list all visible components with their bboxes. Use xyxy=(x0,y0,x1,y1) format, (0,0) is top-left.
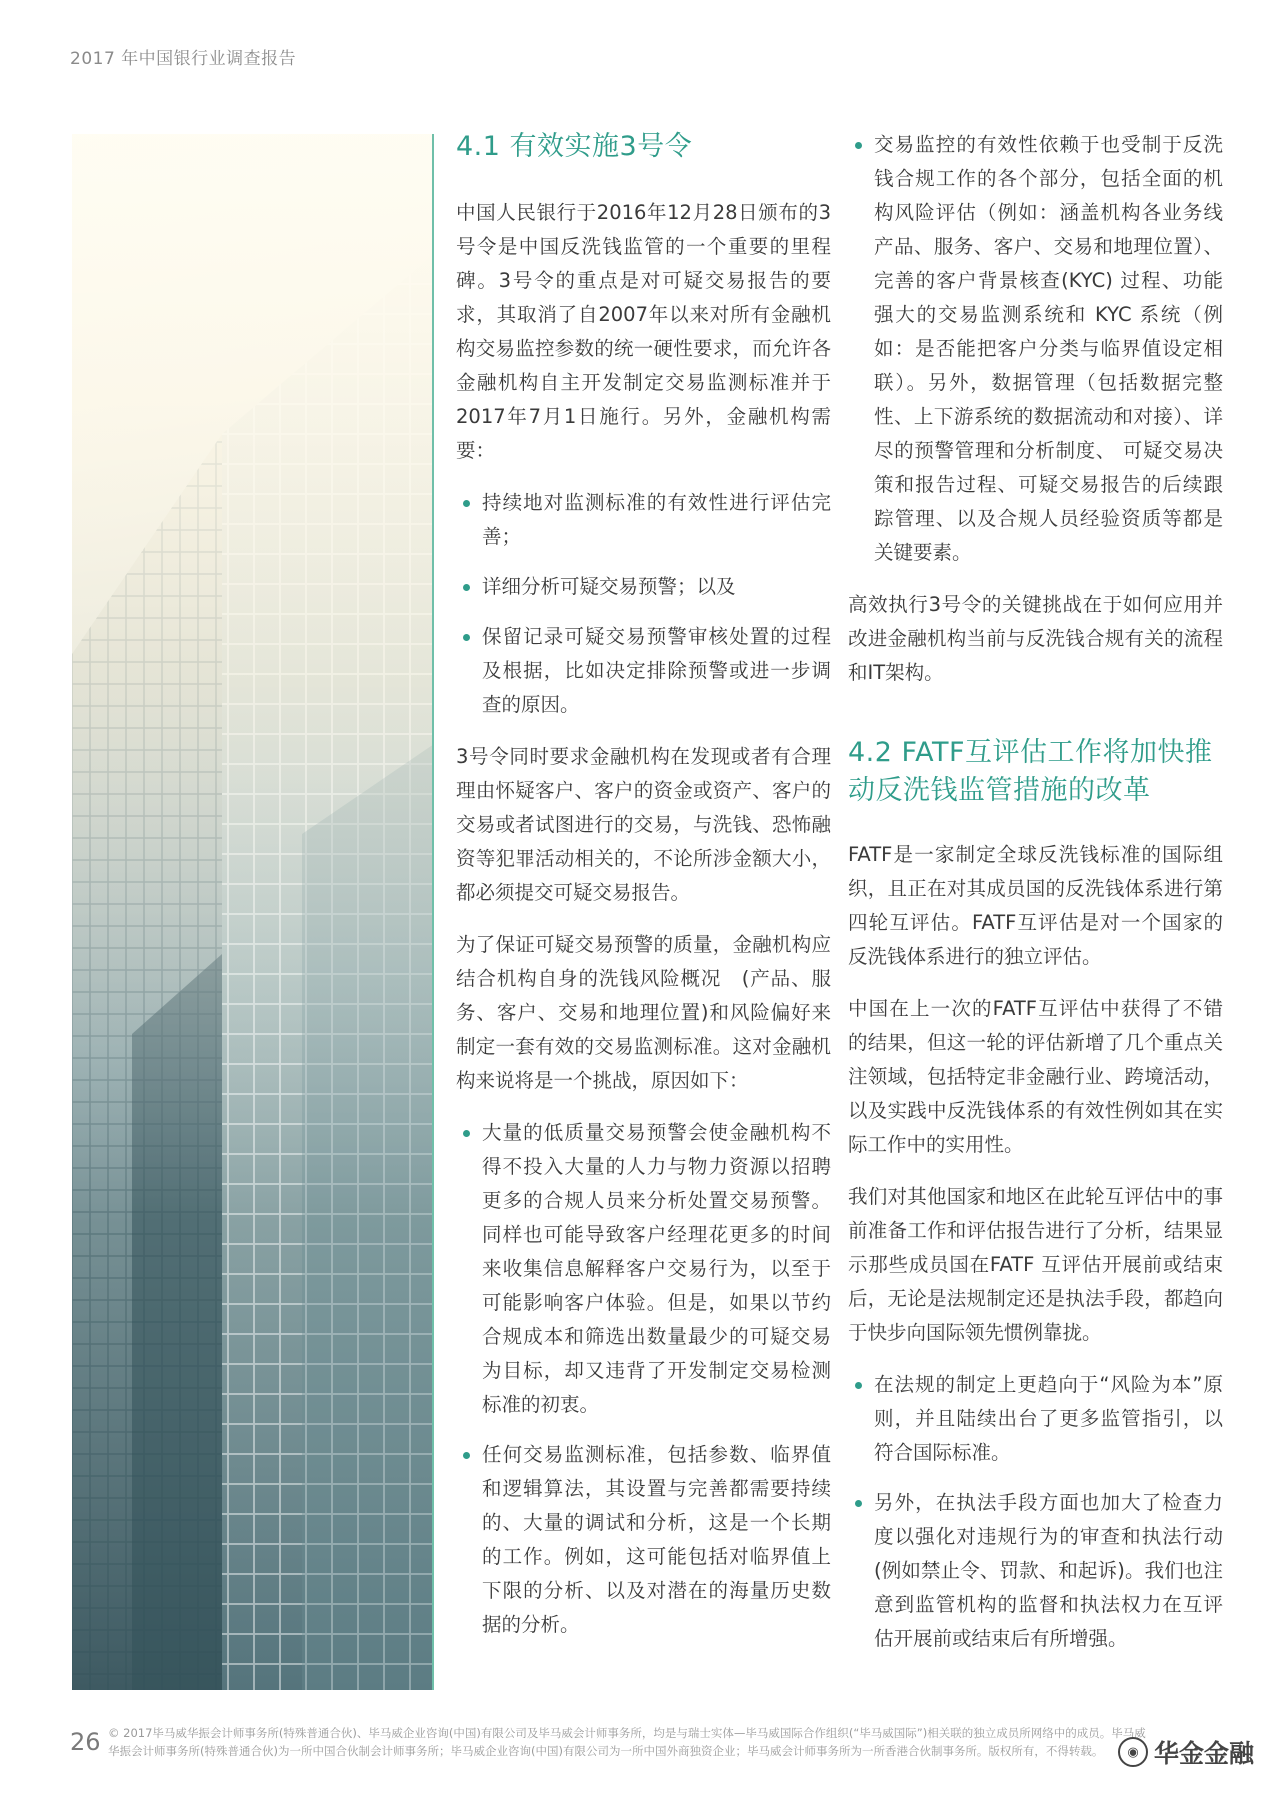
column-divider xyxy=(432,134,434,1690)
footer-line: 华振会计师事务所(特殊普通合伙)为一所中国合伙制会计师事务所；毕马威企业咨询(中国)有限公司为一所中国外商独资企业；毕马威会计师事务所为一所香港合伙制事务所。版权所有，不得转载。 xyxy=(108,1744,1104,1758)
watermark xyxy=(1118,1734,1254,1770)
paragraph: 中国人民银行于2016年12月28日颁布的3号令是中国反洗钱监管的一个重要的里程碑。3号令的重点是对可疑交易报告的要求，其取消了自2007年以来对所有金融机构交易监控参数的统一硬性要求，而允许各金融机构自主开发制定交易监测标准并于2017年7月1日施行。另外，金融机构需要： xyxy=(456,201,831,462)
running-header: 2017 年中国银行业调查报告 xyxy=(70,49,297,69)
paragraph: 我们对其他国家和地区在此轮互评估中的事前准备工作和评估报告进行了分析，结果显示那些成员国在FATF 互评估开展前或结束后，无论是法规制定还是执法手段，都趋向于快步向国际领先惯例靠拢。 xyxy=(848,1185,1223,1344)
bullet-item: 另外，在执法手段方面也加大了检查力度以强化对违规行为的审查和执法行动 (例如禁止令、罚款、和起诉)。我们也注意到监管机构的监督和执法权力在互评估开展前或结束后有所增强。 xyxy=(874,1486,1223,1656)
footer-line: © 2017毕马威华振会计师事务所(特殊普通合伙)、毕马威企业咨询(中国)有限公司及毕马威会计师事务所，均是与瑞士实体—毕马威国际合作组织(“毕马威国际”)相关联的独立成员所网络中的成员。毕马威 xyxy=(108,1726,1146,1740)
left-text-column xyxy=(456,128,831,1660)
bullet-item: 详细分析可疑交易预警；以及 xyxy=(482,570,831,604)
paragraph: FATF是一家制定全球反洗钱标准的国际组织，且正在对其成员国的反洗钱体系进行第四轮互评估。FATF互评估是对一个国家的反洗钱体系进行的独立评估。 xyxy=(848,843,1223,968)
paragraph: 为了保证可疑交易预警的质量，金融机构应结合机构自身的洗钱风险概况 (产品、服务、客户、交易和地理位置)和风险偏好来制定一套有效的交易监测标准。这对金融机构来说将是一个挑战，原因如下： xyxy=(456,933,831,1092)
bullet-list xyxy=(848,1368,1243,1656)
paragraph: 3号令同时要求金融机构在发现或者有合理理由怀疑客户、客户的资金或资产、客户的交易或者试图进行的交易，与洗钱、恐怖融资等犯罪活动相关的，不论所涉金额大小，都必须提交可疑交易报告。 xyxy=(456,745,831,904)
copyright-footer xyxy=(108,1724,1218,1760)
bullet-list xyxy=(848,128,1223,570)
right-text-column xyxy=(848,128,1243,1674)
bullet-list xyxy=(456,1116,831,1642)
bullet-item: 保留记录可疑交易预警审核处置的过程及根据，比如决定排除预警或进一步调查的原因。 xyxy=(482,620,831,722)
page-number: 26 xyxy=(70,1728,101,1756)
wechat-icon: ◉ xyxy=(1118,1737,1148,1767)
paragraph: 中国在上一次的FATF互评估中获得了不错的结果，但这一轮的评估新增了几个重点关注领域，包括特定非金融行业、跨境活动，以及实践中反洗钱体系的有效性例如其在实际工作中的实用性。 xyxy=(848,997,1223,1156)
bullet-item: 持续地对监测标准的有效性进行评估完善； xyxy=(482,486,831,554)
building-photo xyxy=(72,134,434,1690)
section-heading-4-1: 4.1 有效实施3号令 xyxy=(456,131,693,162)
bullet-item: 交易监控的有效性依赖于也受制于反洗钱合规工作的各个部分，包括全面的机构风险评估（例如：涵盖机构各业务线产品、服务、客户、交易和地理位置）、完善的客户背景核查(KYC) 过程、功能强大的交易监测系统和 KYC 系统（例如：是否能把客户分类与临界值设定相联）。另外，数据管理（包括数据完整性、上下游系统的数据流动和对接）、详尽的预警管理和分析制度、 可疑交易决策和报告过程、可疑交易报告的后续跟踪管理、以及合规人员经验资质等都是关键要素。 xyxy=(874,128,1223,570)
bullet-list xyxy=(456,486,831,722)
building-illustration xyxy=(72,134,434,1690)
bullet-item: 在法规的制定上更趋向于“风险为本”原则，并且陆续出台了更多监管指引，以符合国际标准。 xyxy=(874,1368,1223,1470)
section-heading-4-2: 4.2 FATF互评估工作将加快推动反洗钱监管措施的改革 xyxy=(848,737,1213,806)
bullet-item: 大量的低质量交易预警会使金融机构不得不投入大量的人力与物力资源以招聘更多的合规人员来分析处置交易预警。同样也可能导致客户经理花更多的时间来收集信息解释客户交易行为，以至于可能影响客户体验。但是，如果以节约合规成本和筛选出数量最少的可疑交易为目标，却又违背了开发制定交易检测标准的初衷。 xyxy=(482,1116,831,1422)
bullet-item: 任何交易监测标准，包括参数、临界值和逻辑算法，其设置与完善都需要持续的、大量的调试和分析，这是一个长期的工作。例如，这可能包括对临界值上下限的分析、以及对潜在的海量历史数据的分析。 xyxy=(482,1438,831,1642)
watermark-label: 华金金融 xyxy=(1153,1739,1254,1768)
paragraph: 高效执行3号令的关键挑战在于如何应用并改进金融机构当前与反洗钱合规有关的流程和IT架构。 xyxy=(848,593,1223,684)
